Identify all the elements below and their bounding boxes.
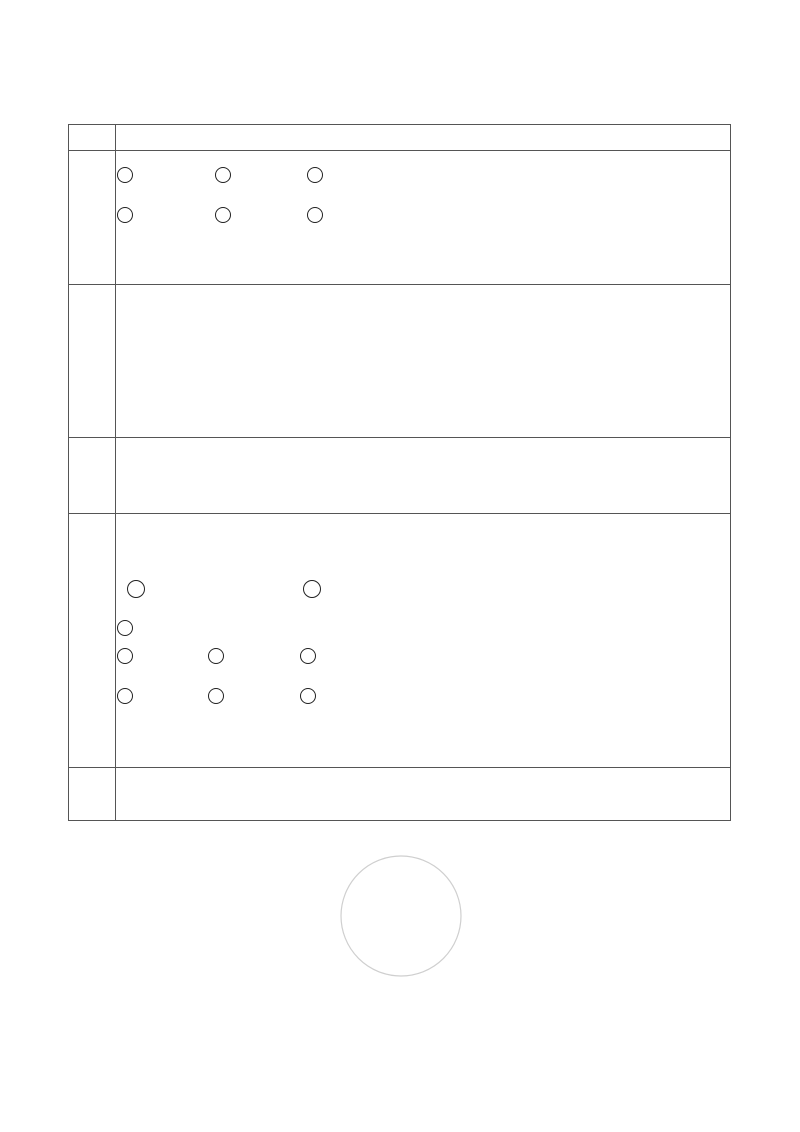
blank-circle-icon[interactable] [117,648,133,664]
compare-item [306,207,324,223]
section-review [69,151,731,285]
compare-item [116,648,207,664]
compare-item [116,207,214,223]
answer-pair [302,580,322,598]
compare-row [116,676,730,716]
blank-circle-icon[interactable] [303,580,321,598]
section-content-review [116,151,731,285]
blank-circle-icon[interactable] [300,688,316,704]
header-content-label [116,125,731,151]
compare-item [207,648,299,664]
section-content-check [116,514,731,768]
blank-circle-icon[interactable] [117,688,133,704]
blank-circle-icon[interactable] [215,207,231,223]
blank-circle-icon[interactable] [307,167,323,183]
compare-row [116,636,730,676]
section-label-tips [69,768,116,821]
section-label-mind [69,438,116,514]
abacus-icon [428,520,506,572]
lesson-table [68,124,731,821]
blank-circle-icon[interactable] [117,207,133,223]
section-preview [69,285,731,438]
section-label-preview [69,285,116,438]
blank-circle-icon[interactable] [208,648,224,664]
section-content-preview [116,285,731,438]
section-content-tips [116,768,731,821]
circle-icon [117,620,133,636]
blank-circle-icon[interactable] [307,207,323,223]
compare-item [214,167,306,183]
abacus-icon [254,520,332,572]
compare-row [116,195,730,235]
compare-item [306,167,324,183]
abacus-icon [506,520,584,572]
section-label-check [69,514,116,768]
section-label-review [69,151,116,285]
compare-item [299,688,317,704]
compare-item [207,688,299,704]
section-check [69,514,731,768]
header-item-label [69,125,116,151]
compare-item [116,688,207,704]
abacus-group [116,518,730,604]
blank-circle-icon[interactable] [215,167,231,183]
compare-row [116,155,730,195]
compare-item [214,207,306,223]
section-mind [69,438,731,514]
compare-item [299,648,317,664]
answer-pair [126,580,146,598]
section-content-mind [116,438,731,514]
watermark-seal-icon [337,852,465,980]
blank-circle-icon[interactable] [127,580,145,598]
blank-circle-icon[interactable] [208,688,224,704]
compare-item [116,167,214,183]
table-header [69,125,731,151]
blank-circle-icon[interactable] [117,167,133,183]
section-tips [69,768,731,821]
question-7 [116,620,730,636]
blank-circle-icon[interactable] [300,648,316,664]
abacus-icon [332,520,410,572]
